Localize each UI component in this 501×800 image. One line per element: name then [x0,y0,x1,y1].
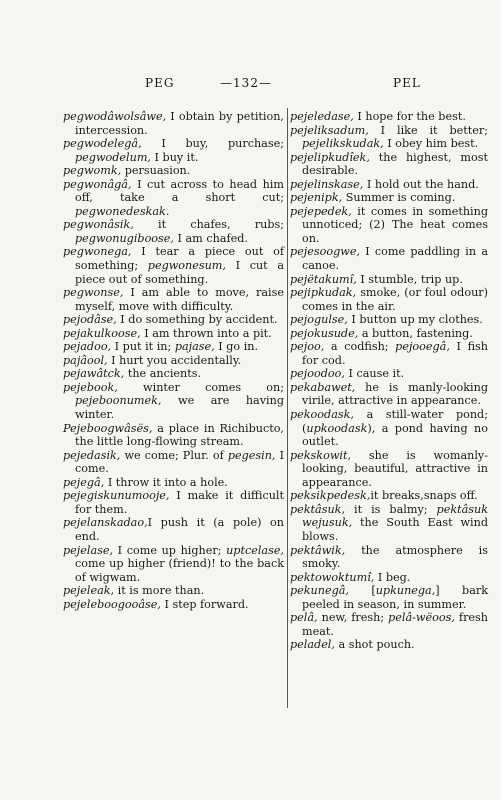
entry-variant-form: pegwonedeskak. [75,204,170,218]
entry-definition: I stumble, trip up. [356,272,463,286]
entry-definition: Summer is coming. [342,191,456,205]
dictionary-entry [63,110,284,137]
entry-definition: persuasion. [121,164,191,178]
entry-definition: I beg. [374,570,411,584]
entry-headword: pejepedek, [290,204,352,218]
entry-headword: pektâsuk, [290,502,346,516]
entry-variant-form: pejeboonumek, [75,394,162,408]
entry-variant-definition: I come. [75,448,284,476]
entry-headword: pegwodelegâ, [63,137,142,151]
entry-definition: I button up my clothes. [347,313,483,327]
entry-definition: I tear a piece out of something; [75,245,284,273]
entry-definition: I hold out the hand. [363,177,479,191]
entry-headword: pejeleboogooâse, [63,597,161,611]
entry-variant-form: pejelikskudak, [302,137,384,151]
entry-headword: pejipkudak, [290,286,357,300]
entry-headword: pejoo, [290,340,325,354]
dictionary-entry [63,449,284,476]
dictionary-entry [63,476,284,490]
entry-definition: it breaks,snaps off. [370,489,478,503]
entry-variant-form: pajase, [174,340,215,354]
entry-definition: [ [348,584,376,598]
dictionary-entry [63,164,284,178]
dictionary-entry [290,381,488,408]
entry-headword: pejelipkudîek, [290,150,370,164]
entry-variant-form: pegesin, [227,448,276,462]
dictionary-entry [290,191,488,205]
dictionary-entry [63,313,284,327]
entry-definition: I obtain by petition, intercession. [75,110,284,137]
entry-headword: pegwodâwolsâwe, [63,110,167,123]
entry-headword: pekoodask, [290,408,354,422]
entry-definition: I do something by accident. [116,313,278,327]
entry-definition: a place in Richibucto, the little long-flowing stream. [75,421,284,449]
entry-definition: I hope for the best. [353,110,466,123]
dictionary-entry [290,205,488,246]
entry-variant-definition: I go in. [214,340,259,354]
entry-definition: she is womanly-looking, beautiful, attractive in appearance. [302,448,488,489]
entry-headword: pegwonega, [63,245,132,259]
entry-variant-form: pejooegâ, [395,340,450,354]
entry-headword: Pejeboogwâsës, [63,421,153,435]
entry-definition: I throw it into a hole. [104,475,228,489]
entry-definition: we come; Plur. of [120,448,228,462]
entry-headword: pejawâtck, [63,367,125,381]
dictionary-entry [63,367,284,381]
dictionary-entry [63,489,284,516]
entry-headword: pekabawet, [290,380,356,394]
entry-headword: pegwomk, [63,164,122,178]
entry-definition: I hurt you accidentally. [107,353,242,367]
dictionary-entry [63,544,284,585]
dictionary-entry [290,611,488,638]
entry-definition: a still-water pond; ( [302,408,488,435]
entry-headword: pegwonâsik, [63,218,134,232]
entry-headword: pejelanskadao, [63,516,148,530]
dictionary-entry [290,489,488,503]
entry-headword: peksikpedesk, [290,489,371,503]
dictionary-entry [290,286,488,313]
entry-headword: pejegiskunumooje, [63,489,170,503]
entry-definition: I am able to move, raise myself, move with difficulty. [75,286,284,313]
dictionary-entry [290,449,488,490]
entry-definition: I come up higher; [113,543,227,557]
entry-headword: pejebook, [63,380,118,394]
dictionary-entry [290,245,488,272]
entry-variant-form: upkoodask [306,421,368,435]
entry-definition: winter comes on; [117,380,284,394]
entry-variant-definition: ] bark peeled in season, in summer. [302,584,488,611]
entry-variant-definition: I obey him best. [383,137,479,151]
column-divider [287,108,288,708]
entry-variant-form: pelâ-wëoos, [388,611,455,625]
dictionary-entry [63,178,284,219]
dictionary-entry [63,381,284,422]
entry-headword: pektâwik, [290,543,346,557]
entry-headword: pejodâse, [63,313,117,327]
dictionary-entry [290,110,488,124]
entry-headword: peladel, [290,638,335,652]
entry-definition: the atmosphere is smoky. [302,543,488,571]
dictionary-entry [290,124,488,151]
entry-headword: pegwonâgâ, [63,177,132,191]
left-column [63,110,284,611]
entry-headword: pejokusude, [290,326,359,340]
entry-headword: pejedasik, [63,448,121,462]
dictionary-entry [63,516,284,543]
dictionary-entry [63,598,284,612]
entry-variant-form: pegwonugiboose, [75,231,174,245]
entry-definition: I come paddling in a canoe. [302,245,488,273]
page-header [0,76,501,92]
entry-definition: I push it (a pole) on end. [75,516,284,543]
dictionary-entry [63,327,284,341]
dictionary-entry [63,218,284,245]
dictionary-entry [290,584,488,611]
entry-headword: pejeledase, [290,110,354,123]
entry-definition: I cut across to head him off, take a short cut; [75,177,284,205]
dictionary-entry [63,137,284,164]
entry-variant-definition: we are having winter. [75,394,284,422]
entry-definition: I like it better; [368,123,488,137]
entry-definition: the ancients. [124,367,202,381]
entry-variant-definition: I cut a piece out of something. [75,259,284,286]
entry-headword: pekskowit, [290,448,352,462]
entry-headword: pejegâ, [63,475,105,489]
entry-definition: a shot pouch. [334,638,415,652]
entry-headword: pektowoktumî, [290,570,375,584]
dictionary-entry [290,408,488,449]
entry-definition: smoke, (or foul odour) comes in the air. [302,286,488,313]
entry-definition: he is manly-looking virile, attractive in appearance. [302,380,488,408]
dictionary-entry [290,367,488,381]
dictionary-entry [290,571,488,585]
entry-definition: it comes in something unnoticed; (2) The heat comes on. [302,204,488,245]
entry-headword: pejëtakumî, [290,272,357,286]
entry-definition: I am thrown into a pit. [140,326,272,340]
entry-definition: it chafes, rubs; [133,218,284,232]
dictionary-entry [290,151,488,178]
page-number: —132— [220,76,272,90]
entry-definition: I step forward. [160,597,249,611]
dictionary-entry [290,273,488,287]
entry-variant-definition: I buy it. [151,150,199,164]
entry-headword: pajâool, [63,353,108,367]
dictionary-entry [63,340,284,354]
entry-headword: pejogulse, [290,313,348,327]
entry-variant-definition: come up higher (friend)! to the back of wigwam. [75,557,284,584]
header-left-guide-word: PEG [145,76,175,90]
entry-definition: the highest, most desirable. [302,150,488,178]
entry-headword: pejelinskase, [290,177,364,191]
entry-variant-form: pegwodelum, [75,150,151,164]
entry-variant-definition: I fish for cod. [302,340,488,367]
entry-definition: a codfish; [324,340,396,354]
entry-variant-definition: I am chafed. [173,231,248,245]
right-column [290,110,488,652]
entry-definition: it is more than. [114,584,205,598]
entry-headword: pejelase, [63,543,114,557]
entry-variant-definition: ), a pond having no outlet. [302,421,488,449]
entry-variant-form: pegwonesum, [147,259,226,273]
dictionary-entry [290,544,488,571]
entry-headword: pelâ, [290,611,318,625]
entry-headword: pejoodoo, [290,367,345,381]
dictionary-entry [63,245,284,286]
entry-headword: pejeliksadum, [290,123,369,137]
entry-definition: a button, fastening. [358,326,473,340]
entry-definition: I cause it. [344,367,405,381]
dictionary-entry [290,327,488,341]
dictionary-entry [290,638,488,652]
header-right-guide-word: PEL [393,76,421,90]
entry-headword: pekunegâ, [290,584,349,598]
dictionary-entry [63,286,284,313]
dictionary-entry [63,354,284,368]
entry-variant-form: upkunega, [375,584,436,598]
entry-headword: pejesoogwe, [290,245,360,259]
dictionary-entry [63,584,284,598]
dictionary-entry [290,503,488,544]
entry-definition: I put it in; [111,340,175,354]
entry-definition: I buy, purchase; [141,137,284,151]
entry-headword: pejeleak, [63,584,115,598]
entry-variant-form: pektâsuk wejusuk, [302,502,488,530]
entry-definition: I make it difficult for them. [75,489,284,516]
dictionary-entry [63,422,284,449]
dictionary-entry [290,178,488,192]
entry-headword: pegwonse, [63,286,124,300]
entry-variant-form: uptcelase, [226,543,284,557]
entry-variant-definition: the South East wind blows. [302,516,488,543]
entry-headword: pejakulkoose, [63,326,141,340]
entry-variant-definition: fresh meat. [302,611,488,638]
dictionary-entry [290,340,488,367]
entry-definition: new, fresh; [317,611,389,625]
dictionary-entry [290,313,488,327]
entry-headword: pejenipk, [290,191,343,205]
entry-definition: it is balmy; [345,502,437,516]
entry-headword: pejadoo, [63,340,112,354]
